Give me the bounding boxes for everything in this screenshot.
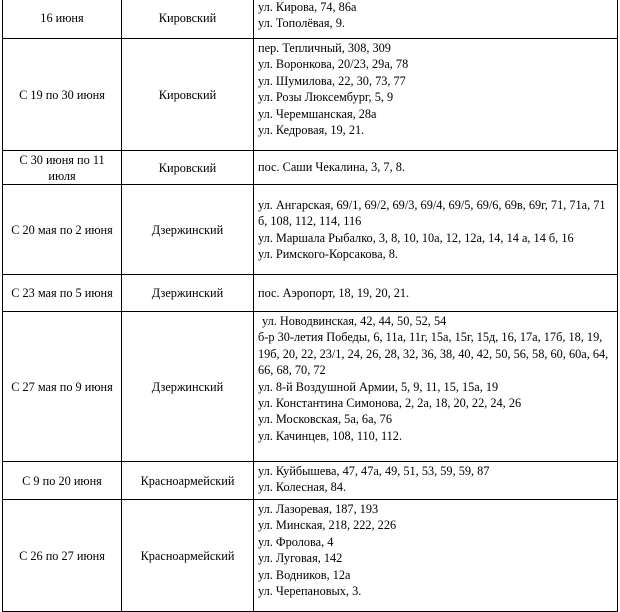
address-line: ул. Фролова, 4 (258, 534, 334, 549)
address-line: ул. Тополёвая, 9. (258, 16, 345, 31)
table-row (3, 39, 618, 151)
addresses-cell (254, 275, 618, 312)
address-line: ул. Куйбышева, 47, 47а, 49, 51, 53, 59, 59, 87 (258, 464, 490, 478)
district-cell: Кировский (122, 39, 254, 151)
district-cell: Красноармейский (122, 462, 254, 500)
address-line: ул. Черемшанская, 28а (258, 106, 377, 121)
address-line: ул. Римского-Корсакова, 8. (258, 246, 398, 261)
addresses-cell (254, 462, 618, 500)
schedule-table (2, 0, 618, 612)
address-line: пос. Саши Чекалина, 3, 7, 8. (258, 160, 405, 175)
address-line: ул. Ангарская, 69/1, 69/2, 69/3, 69/4, 69/5, 69/6, 69в, 69г, 71, 71а, 71 б, 108, 112, 114, 116 (258, 197, 606, 229)
table-row (3, 500, 618, 612)
period-cell: С 30 июня по 11 июля (3, 151, 122, 185)
period-cell: С 26 по 27 июня (3, 500, 122, 612)
district-cell: Дзержинский (122, 312, 254, 462)
period-cell: 16 июня (3, 0, 122, 39)
address-line: ул. Шумилова, 22, 30, 73, 77 (258, 73, 406, 88)
table-row (3, 312, 618, 462)
address-line: ул. Минская, 218, 222, 226 (258, 518, 397, 533)
address-line: пос. Аэропорт, 18, 19, 20, 21. (258, 285, 410, 300)
table-row (3, 275, 618, 312)
address-line: ул. Кирова, 74, 86а (258, 0, 357, 14)
table-row (3, 462, 618, 500)
address-line: ул. Маршала Рыбалко, 3, 8, 10, 10а, 12, 12а, 14, 14 а, 14 б, 16 (258, 230, 574, 245)
district-cell: Дзержинский (122, 185, 254, 275)
address-line: ул. Лазоревая, 187, 193 (258, 502, 379, 516)
address-line: ул. Кедровая, 19, 21. (258, 123, 365, 138)
table-row (3, 185, 618, 275)
period-cell: С 19 по 30 июня (3, 39, 122, 151)
address-line: ул. 8-й Воздушной Армии, 5, 9, 11, 15, 15а, 19 (258, 379, 499, 394)
address-line: ул. Московская, 5а, 6а, 76 (258, 412, 392, 427)
district-cell: Красноармейский (122, 500, 254, 612)
period-cell: С 20 мая по 2 июня (3, 185, 122, 275)
address-line: ул. Качинцев, 108, 110, 112. (258, 428, 403, 443)
addresses-cell (254, 39, 618, 151)
district-cell: Дзержинский (122, 275, 254, 312)
schedule-table-body (3, 0, 618, 612)
addresses-cell (254, 0, 618, 39)
address-line: ул. Константина Симонова, 2, 2а, 18, 20, 22, 24, 26 (258, 396, 522, 411)
address-line: ул. Новодвинская, 42, 44, 50, 52, 54 (262, 314, 447, 328)
period-cell: С 9 по 20 июня (3, 462, 122, 500)
table-row (3, 151, 618, 185)
district-cell: Кировский (122, 151, 254, 185)
address-line: ул. Водников, 12а (258, 567, 351, 582)
addresses-cell (254, 151, 618, 185)
table-row (3, 0, 618, 39)
address-line: ул. Розы Люксембург, 5, 9 (258, 90, 394, 105)
addresses-cell (254, 500, 618, 612)
address-line: пер. Тепличный, 308, 309 (258, 41, 391, 55)
addresses-cell (254, 185, 618, 275)
period-cell: С 27 мая по 9 июня (3, 312, 122, 462)
address-line: ул. Черепановых, 3. (258, 584, 362, 599)
period-cell: С 23 мая по 5 июня (3, 275, 122, 312)
district-cell: Кировский (122, 0, 254, 39)
address-line: б-р 30-летия Победы, 6, 11а, 11г, 15а, 15г, 15д, 16, 17а, 17б, 18, 19, 19б, 20, 22, 23/1, 24, 26, 28, 32, 36, 38, 40, 42, 50, 56, 58, 60, 60а, 64, 66, 68, 70, 72 (258, 330, 609, 378)
address-line: ул. Колесная, 84. (258, 480, 347, 495)
address-line: ул. Луговая, 142 (258, 551, 343, 566)
address-line: ул. Воронкова, 20/23, 29а, 78 (258, 57, 409, 72)
addresses-cell (254, 312, 618, 462)
